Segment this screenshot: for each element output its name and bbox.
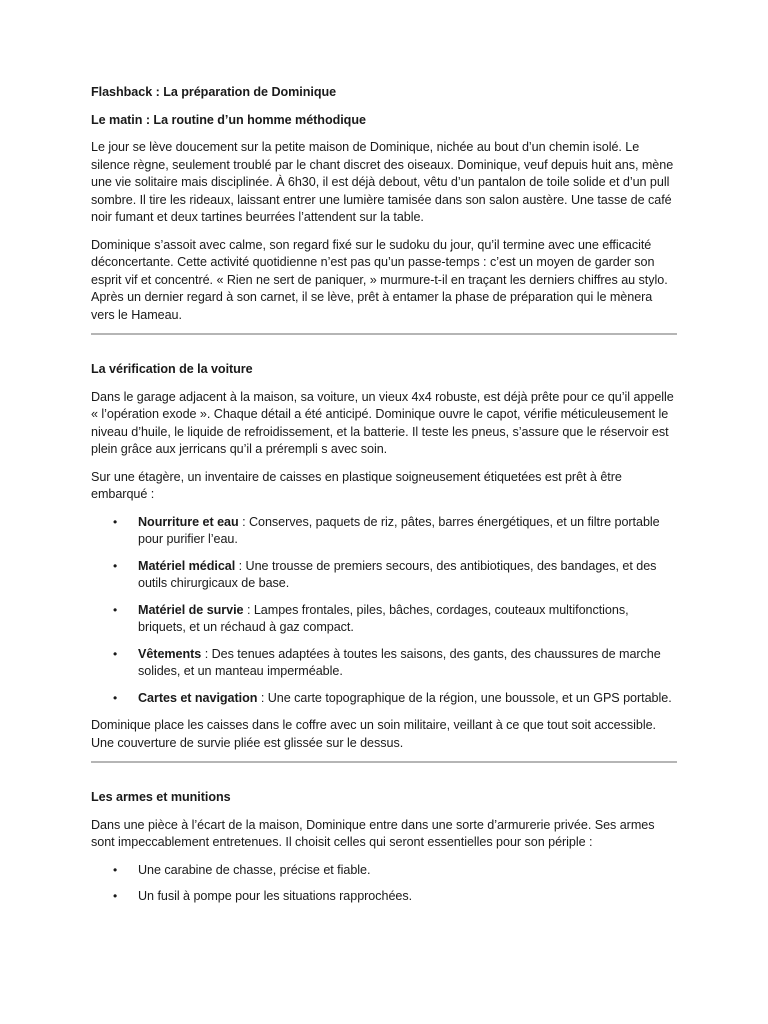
- paragraph: Dans une pièce à l’écart de la maison, Dominique entre dans une sorte d’armurerie privée. Ses armes sont impeccablement entretenues. Il choisit celles qui seront essentielles pour son périple :: [91, 817, 655, 849]
- paragraph: Le jour se lève doucement sur la petite maison de Dominique, nichée au bout d’un chemin isolé. Le silence règne, seulement troublé par le chant discret des oiseaux. Dominique, veuf depuis huit ans, mène une vie solitaire mais disciplinée. À 6h30, il est déjà debout, vêtu d’un pantalon de toile solide et d’un pull sombre. Il tire les rideaux, laissant entrer une lumière tamisée dans son salon austère. Une tasse de café noir fumant et deux tartines beurrées l’attendent sur la table.: [91, 140, 674, 224]
- list-item-label: Matériel de survie: [138, 602, 244, 617]
- weapons-list: [91, 862, 677, 906]
- list-item-text: : Des tenues adaptées à toutes les saisons, des gants, des chaussures de marche solides, et un manteau imperméable.: [138, 646, 661, 678]
- bullet-icon: •: [113, 862, 118, 877]
- list-item: [91, 690, 677, 708]
- bullet-icon: •: [113, 690, 118, 705]
- list-item: [91, 602, 677, 637]
- section-heading-weapons: Les armes et munitions: [91, 790, 231, 804]
- paragraph: Sur une étagère, un inventaire de caisses en plastique soigneusement étiquetées est prêt à être embarqué :: [91, 469, 622, 501]
- horizontal-divider: [91, 761, 677, 763]
- list-item-label: Matériel médical: [138, 558, 236, 573]
- list-item-text: : Une carte topographique de la région, une boussole, et un GPS portable.: [257, 690, 672, 705]
- document-page: [91, 84, 677, 916]
- list-item-label: Vêtements: [138, 646, 202, 661]
- section-heading-morning: Le matin : La routine d’un homme méthodique: [91, 112, 366, 127]
- list-item-label: Nourriture et eau: [138, 514, 239, 529]
- inventory-list: [91, 514, 677, 708]
- list-item-text: : Lampes frontales, piles, bâches, cordages, couteaux multifonctions, briquets, et un réchaud à gaz compact.: [138, 602, 629, 634]
- list-item: [91, 646, 677, 681]
- paragraph: Dominique s’assoit avec calme, son regard fixé sur le sudoku du jour, qu’il termine avec une efficacité déconcertante. Cette activité quotidienne n’est pas qu’un passe-temps : c’est un moyen de garder son esprit vif et concentré. « Rien ne sert de paniquer, » murmure-t-il en traçant les derniers chiffres au stylo. Après un dernier regard à son carnet, il se lève, prêt à entamer la phase de préparation qui le mènera vers le Hameau.: [91, 237, 668, 322]
- list-item: [91, 888, 677, 906]
- list-item: [91, 558, 677, 593]
- list-item-text: : Conserves, paquets de riz, pâtes, barres énergétiques, et un filtre portable pour purifier l’eau.: [138, 514, 660, 546]
- list-item: [91, 514, 677, 549]
- bullet-icon: •: [113, 646, 118, 661]
- list-item: [91, 862, 677, 880]
- paragraph: Dans le garage adjacent à la maison, sa voiture, un vieux 4x4 robuste, est déjà prête pour ce qu’il appelle « l’opération exode ». Chaque détail a été anticipé. Dominique ouvre le capot, vérifie méticuleusement le niveau d’huile, le liquide de refroidissement, et la batterie. Il teste les pneus, s’assure que le réservoir est plein grâce aux jerricans qu’il a prérempli s avec soin.: [91, 389, 674, 456]
- list-item-label: Cartes et navigation: [138, 690, 258, 705]
- bullet-icon: •: [113, 889, 118, 903]
- paragraph: Dominique place les caisses dans le coffre avec un soin militaire, veillant à ce que tout soit accessible. Une couverture de survie pliée est glissée sur le dessus.: [91, 718, 656, 750]
- document-title: Flashback : La préparation de Dominique: [91, 85, 337, 99]
- bullet-icon: •: [113, 514, 118, 529]
- list-item-text: Une carabine de chasse, précise et fiable.: [138, 862, 371, 877]
- bullet-icon: •: [113, 558, 118, 573]
- bullet-icon: •: [113, 602, 118, 617]
- list-item-text: Un fusil à pompe pour les situations rapprochées.: [138, 889, 413, 903]
- list-item-text: : Une trousse de premiers secours, des antibiotiques, des bandages, et des outils chirurgicaux de base.: [138, 558, 657, 590]
- section-heading-car-check: La vérification de la voiture: [91, 362, 253, 376]
- horizontal-divider: [91, 333, 677, 335]
